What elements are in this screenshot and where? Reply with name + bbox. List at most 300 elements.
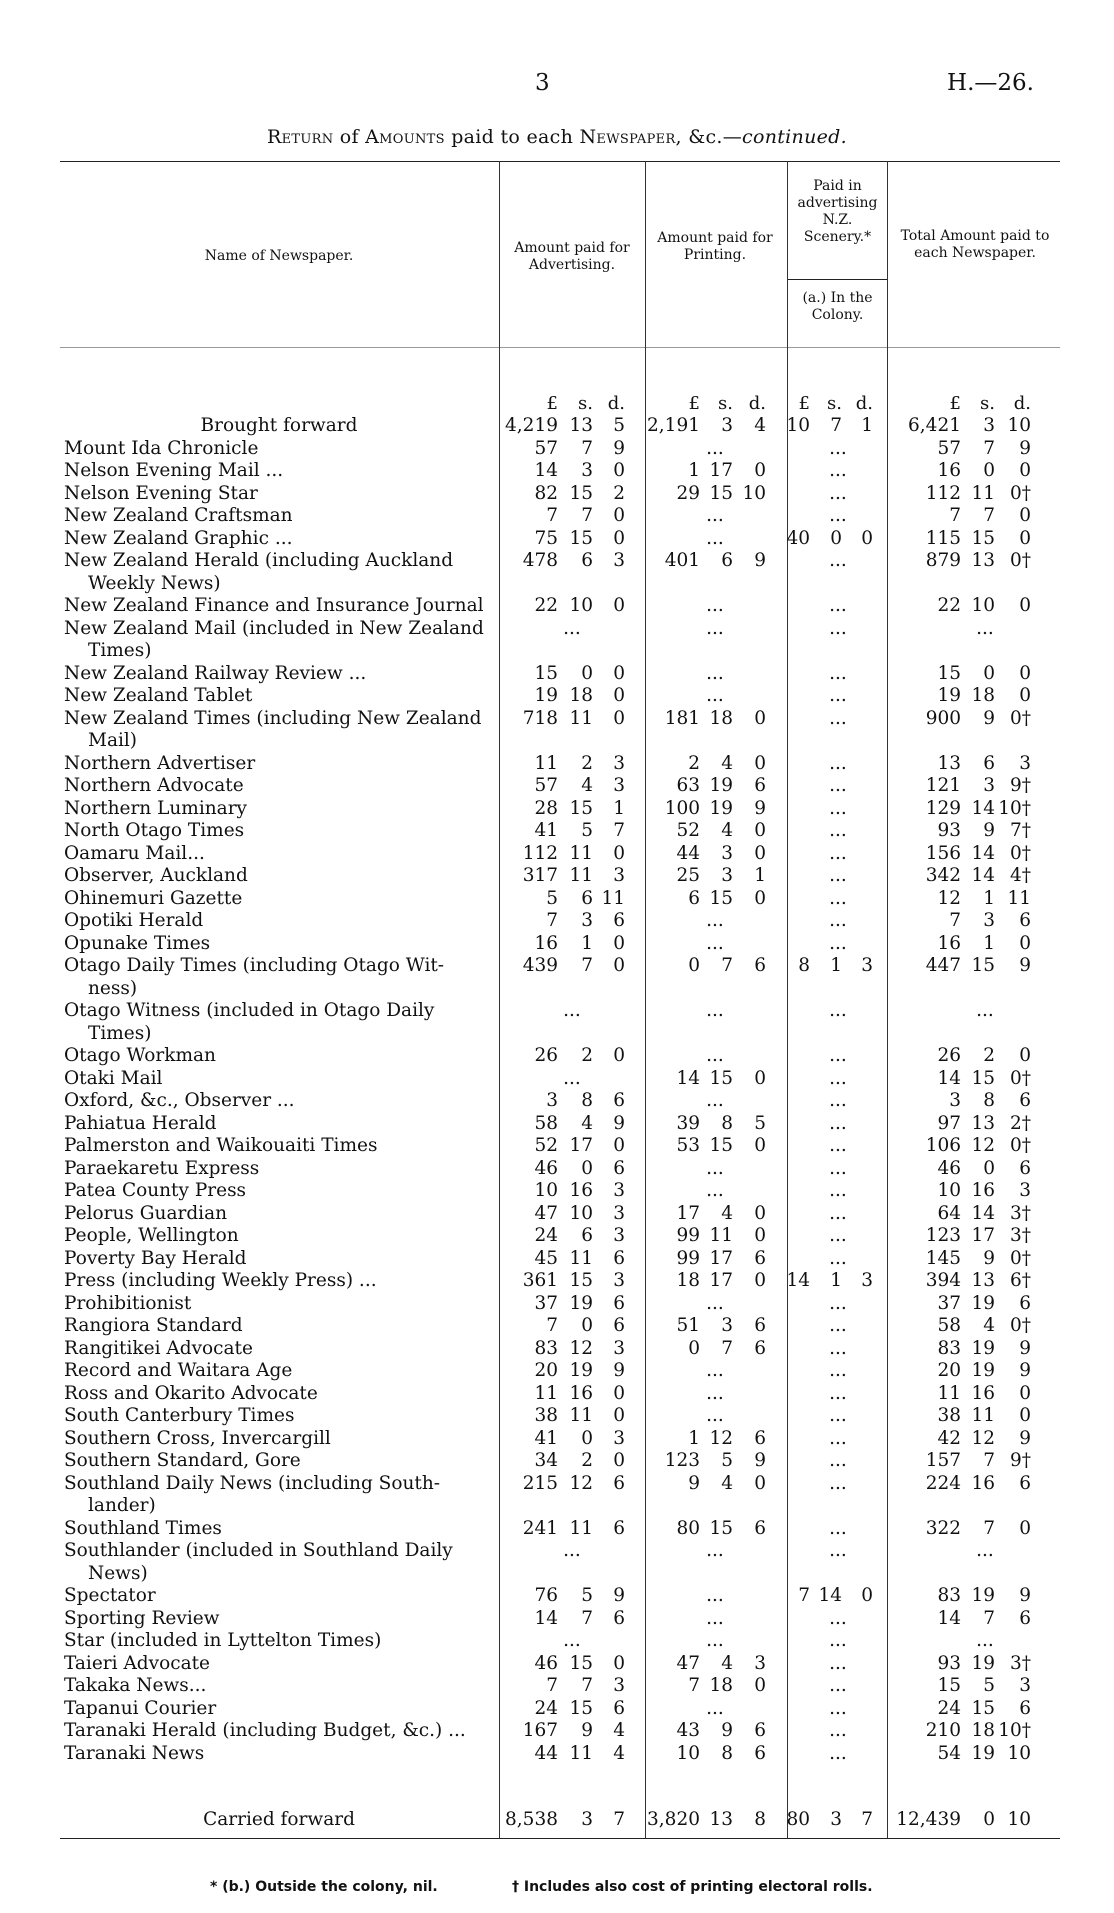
print-pence: 6 bbox=[754, 1517, 766, 1539]
adv-shillings: 2 bbox=[581, 752, 593, 774]
total-pounds: 12 bbox=[937, 887, 961, 909]
adv-shillings: 10 bbox=[569, 1202, 593, 1224]
table-row-continuation bbox=[0, 1023, 1114, 1045]
footnote-outside-colony: * (b.) Outside the colony, nil. bbox=[210, 1879, 438, 1895]
print-pounds: 17 bbox=[676, 1202, 700, 1224]
total-pounds: 26 bbox=[937, 1045, 961, 1066]
newspaper-name: Rangiora Standard bbox=[64, 1315, 243, 1336]
table-row bbox=[0, 1405, 1114, 1427]
adv-shillings: 3 bbox=[581, 910, 593, 931]
print-nil: ... bbox=[706, 437, 724, 459]
newspaper-name: ness) bbox=[88, 977, 138, 999]
print-pence: 0 bbox=[754, 1067, 766, 1089]
table-row bbox=[0, 1383, 1114, 1405]
print-pence: 5 bbox=[754, 1112, 766, 1134]
scen-nil: ... bbox=[829, 1067, 847, 1089]
header-scenery-sub: (a.) In the Colony. bbox=[802, 290, 873, 323]
total-pence: 9 bbox=[1019, 1585, 1031, 1606]
adv-shillings: 11 bbox=[569, 1517, 593, 1539]
adv-pounds: 11 bbox=[534, 752, 558, 774]
print-pence: 6 bbox=[754, 1742, 766, 1764]
newspaper-name: Northern Advertiser bbox=[64, 752, 256, 774]
total-pence: 10 bbox=[1007, 415, 1031, 436]
adv-shillings: 12 bbox=[569, 1472, 593, 1494]
total-pence: 6 bbox=[1019, 1472, 1031, 1494]
newspaper-name: Otago Daily Times (including Otago Wit- bbox=[64, 955, 445, 976]
adv-pounds: 11 bbox=[534, 1382, 558, 1404]
table-row bbox=[0, 1743, 1114, 1765]
print-shillings: 8 bbox=[721, 1112, 733, 1134]
total-shillings: 15 bbox=[971, 527, 995, 549]
print-pounds: 0 bbox=[688, 955, 700, 976]
table-row bbox=[0, 528, 1114, 550]
newspaper-name: Taranaki News bbox=[64, 1742, 205, 1764]
adv-shillings: 10 bbox=[569, 595, 593, 616]
print-nil: ... bbox=[706, 1405, 724, 1426]
adv-shillings: 11 bbox=[569, 865, 593, 886]
total-pence: 0† bbox=[1009, 1135, 1031, 1156]
total-shillings: 11 bbox=[971, 482, 995, 504]
scen-nil: ... bbox=[829, 865, 847, 886]
print-shillings: 15 bbox=[709, 887, 733, 909]
scen-nil: ... bbox=[829, 1157, 847, 1179]
table-row bbox=[0, 798, 1114, 820]
adv-pence: 0 bbox=[613, 707, 625, 729]
total-pence: 9† bbox=[1009, 775, 1031, 796]
total-pounds: 14 bbox=[937, 1067, 961, 1089]
total-shillings: 11 bbox=[971, 1405, 995, 1426]
table-row bbox=[0, 1518, 1114, 1540]
print-shillings: 7 bbox=[721, 1337, 733, 1359]
scen-nil: ... bbox=[829, 437, 847, 459]
print-pounds: 0 bbox=[688, 1337, 700, 1359]
print-pence: 4 bbox=[754, 415, 766, 436]
print-pounds: 2,191 bbox=[647, 415, 700, 436]
newspaper-name: North Otago Times bbox=[64, 820, 245, 841]
total-pounds: 83 bbox=[937, 1585, 961, 1606]
total-pounds: 157 bbox=[925, 1450, 961, 1471]
table-row bbox=[0, 1450, 1114, 1472]
table-row bbox=[0, 1630, 1114, 1652]
total-pence: 6 bbox=[1019, 1607, 1031, 1629]
adv-shillings: 11 bbox=[569, 842, 593, 864]
print-pence: 3 bbox=[754, 1652, 766, 1674]
total-pence: 6 bbox=[1019, 1697, 1031, 1719]
adv-nil: ... bbox=[563, 617, 581, 639]
adv-nil: ... bbox=[563, 1630, 581, 1651]
header-bottom-rule bbox=[60, 347, 1060, 348]
table-row bbox=[0, 460, 1114, 482]
total-pence: 10† bbox=[998, 797, 1031, 819]
total-pence: 0† bbox=[1009, 550, 1031, 571]
total-pence: 0† bbox=[1009, 1315, 1031, 1336]
print-pounds: 401 bbox=[664, 550, 700, 571]
total-pounds: 900 bbox=[925, 707, 961, 729]
table-row-continuation bbox=[0, 573, 1114, 595]
newspaper-name: Palmerston and Waikouaiti Times bbox=[64, 1135, 378, 1156]
newspaper-name: News) bbox=[88, 1562, 148, 1584]
print-shillings: 7 bbox=[721, 955, 733, 976]
scen-nil: ... bbox=[829, 1697, 847, 1719]
print-shillings: 8 bbox=[721, 1742, 733, 1764]
total-pounds: 20 bbox=[937, 1360, 961, 1381]
unit-adv-pound: £ bbox=[546, 393, 558, 414]
scen-nil: ... bbox=[829, 1382, 847, 1404]
table-row bbox=[0, 1698, 1114, 1720]
scen-pence: 3 bbox=[861, 1270, 873, 1291]
total-shillings: 4 bbox=[983, 1315, 995, 1336]
adv-shillings: 15 bbox=[569, 1652, 593, 1674]
print-pence: 8 bbox=[754, 1809, 766, 1830]
table-row-continuation bbox=[0, 978, 1114, 1000]
newspaper-name: Times) bbox=[88, 640, 152, 661]
total-pounds: 46 bbox=[937, 1157, 961, 1179]
adv-pence: 0 bbox=[613, 662, 625, 684]
adv-pence: 2 bbox=[613, 482, 625, 504]
total-nil: ... bbox=[976, 617, 994, 639]
print-shillings: 4 bbox=[721, 1472, 733, 1494]
print-shillings: 3 bbox=[721, 1315, 733, 1336]
table-row bbox=[0, 1225, 1114, 1247]
table-row bbox=[0, 1360, 1114, 1382]
print-nil: ... bbox=[706, 685, 724, 706]
adv-pounds: 47 bbox=[534, 1202, 558, 1224]
adv-pence: 0 bbox=[613, 932, 625, 954]
table-row bbox=[0, 505, 1114, 527]
print-shillings: 9 bbox=[721, 1720, 733, 1741]
total-pence: 11 bbox=[1007, 887, 1031, 909]
total-pounds: 14 bbox=[937, 1607, 961, 1629]
print-pence: 0 bbox=[754, 1202, 766, 1224]
adv-pounds: 57 bbox=[534, 437, 558, 459]
print-shillings: 3 bbox=[721, 415, 733, 436]
adv-pence: 6 bbox=[613, 1090, 625, 1111]
brought-forward-row bbox=[0, 415, 1114, 437]
newspaper-name: Pelorus Guardian bbox=[64, 1202, 228, 1224]
carried-forward-row bbox=[0, 1809, 1114, 1831]
print-pence: 6 bbox=[754, 1315, 766, 1336]
print-pounds: 2 bbox=[688, 752, 700, 774]
scen-pence: 0 bbox=[861, 1585, 873, 1606]
table-row bbox=[0, 1000, 1114, 1022]
print-nil: ... bbox=[706, 1157, 724, 1179]
print-pounds: 44 bbox=[676, 842, 700, 864]
table-row-continuation bbox=[0, 1495, 1114, 1517]
scen-pounds: 14 bbox=[786, 1270, 810, 1291]
adv-shillings: 2 bbox=[581, 1045, 593, 1066]
total-pence: 6 bbox=[1019, 1157, 1031, 1179]
total-shillings: 12 bbox=[971, 1135, 995, 1156]
total-shillings: 19 bbox=[971, 1292, 995, 1314]
unit-total-pound: £ bbox=[949, 393, 961, 414]
adv-pence: 0 bbox=[613, 1652, 625, 1674]
scen-nil: ... bbox=[829, 1360, 847, 1381]
total-shillings: 14 bbox=[971, 842, 995, 864]
header-advertising: Amount paid for Advertising. bbox=[514, 240, 630, 273]
total-shillings: 0 bbox=[983, 460, 995, 481]
scen-nil: ... bbox=[829, 797, 847, 819]
adv-shillings: 11 bbox=[569, 1742, 593, 1764]
total-nil: ... bbox=[976, 1630, 994, 1651]
print-pounds: 1 bbox=[688, 460, 700, 481]
total-shillings: 1 bbox=[983, 932, 995, 954]
print-pence: 6 bbox=[754, 775, 766, 796]
adv-pounds: 57 bbox=[534, 775, 558, 796]
adv-pence: 3 bbox=[613, 1675, 625, 1696]
total-pence: 9 bbox=[1019, 955, 1031, 976]
table-row bbox=[0, 1315, 1114, 1337]
scen-nil: ... bbox=[829, 595, 847, 616]
adv-pence: 3 bbox=[613, 1270, 625, 1291]
table-row bbox=[0, 550, 1114, 572]
print-pounds: 1 bbox=[688, 1427, 700, 1449]
adv-shillings: 19 bbox=[569, 1360, 593, 1381]
adv-shillings: 8 bbox=[581, 1090, 593, 1111]
adv-shillings: 6 bbox=[581, 1225, 593, 1246]
adv-shillings: 11 bbox=[569, 707, 593, 729]
total-nil: ... bbox=[976, 1000, 994, 1021]
total-pounds: 83 bbox=[937, 1337, 961, 1359]
adv-pounds: 20 bbox=[534, 1360, 558, 1381]
total-pounds: 322 bbox=[925, 1517, 961, 1539]
newspaper-name: Ross and Okarito Advocate bbox=[64, 1382, 318, 1404]
print-nil: ... bbox=[706, 595, 724, 616]
newspaper-name: New Zealand Times (including New Zealand bbox=[64, 707, 482, 729]
adv-pence: 3 bbox=[613, 865, 625, 886]
total-shillings: 16 bbox=[971, 1382, 995, 1404]
adv-pounds: 24 bbox=[534, 1225, 558, 1246]
adv-pence: 0 bbox=[613, 1405, 625, 1426]
total-shillings: 7 bbox=[983, 505, 995, 526]
scen-nil: ... bbox=[829, 1742, 847, 1764]
newspaper-name: Southland Daily News (including South- bbox=[64, 1472, 440, 1494]
print-nil: ... bbox=[706, 1045, 724, 1066]
print-pence: 0 bbox=[754, 842, 766, 864]
adv-pence: 0 bbox=[613, 1382, 625, 1404]
caption-paid: paid to each bbox=[444, 126, 580, 148]
scen-nil: ... bbox=[829, 1652, 847, 1674]
total-pence: 3 bbox=[1019, 1180, 1031, 1201]
scen-pence: 3 bbox=[861, 955, 873, 976]
print-shillings: 13 bbox=[709, 1809, 733, 1830]
header-total: Total Amount paid to each Newspaper. bbox=[900, 228, 1050, 261]
scen-nil: ... bbox=[829, 1112, 847, 1134]
caption-of: of bbox=[333, 126, 366, 148]
print-pounds: 7 bbox=[688, 1675, 700, 1696]
total-shillings: 7 bbox=[983, 437, 995, 459]
total-pence: 0† bbox=[1009, 842, 1031, 864]
print-nil: ... bbox=[706, 1697, 724, 1719]
newspaper-name: Southlander (included in Southland Daily bbox=[64, 1540, 453, 1561]
total-pence: 6† bbox=[1009, 1270, 1031, 1291]
scen-pence: 0 bbox=[861, 527, 873, 549]
adv-pounds: 7 bbox=[546, 1315, 558, 1336]
scen-pence: 1 bbox=[861, 415, 873, 436]
print-shillings: 3 bbox=[721, 842, 733, 864]
caption-newspaper: Newspaper bbox=[579, 126, 676, 148]
print-nil: ... bbox=[706, 910, 724, 931]
adv-shillings: 5 bbox=[581, 1585, 593, 1606]
total-pounds: 38 bbox=[937, 1405, 961, 1426]
scen-nil: ... bbox=[829, 550, 847, 571]
table-row bbox=[0, 1090, 1114, 1112]
scen-nil: ... bbox=[829, 842, 847, 864]
adv-pence: 0 bbox=[613, 955, 625, 976]
scen-shillings: 0 bbox=[830, 527, 842, 549]
total-pounds: 210 bbox=[925, 1720, 961, 1741]
adv-pounds: 8,538 bbox=[505, 1809, 558, 1830]
adv-pounds: 76 bbox=[534, 1585, 558, 1606]
scen-pounds: 7 bbox=[798, 1585, 810, 1606]
adv-pence: 7 bbox=[613, 1809, 625, 1830]
total-pounds: 93 bbox=[937, 1652, 961, 1674]
scen-nil: ... bbox=[829, 617, 847, 639]
print-pence: 6 bbox=[754, 1720, 766, 1741]
adv-shillings: 7 bbox=[581, 955, 593, 976]
total-pounds: 57 bbox=[937, 437, 961, 459]
adv-pence: 0 bbox=[613, 595, 625, 616]
total-pounds: 54 bbox=[937, 1742, 961, 1764]
footnote-electoral-rolls: † Includes also cost of printing electoral rolls. bbox=[512, 1879, 873, 1895]
adv-pounds: 22 bbox=[534, 595, 558, 616]
print-pounds: 99 bbox=[676, 1247, 700, 1269]
adv-pounds: 38 bbox=[534, 1405, 558, 1426]
table-row bbox=[0, 1428, 1114, 1450]
newspaper-name: Northern Advocate bbox=[64, 775, 244, 796]
scen-nil: ... bbox=[829, 910, 847, 931]
adv-shillings: 5 bbox=[581, 820, 593, 841]
newspaper-name: Prohibitionist bbox=[64, 1292, 192, 1314]
adv-pence: 0 bbox=[613, 1135, 625, 1156]
adv-pounds: 46 bbox=[534, 1157, 558, 1179]
table-row bbox=[0, 775, 1114, 797]
adv-pence: 3 bbox=[613, 1427, 625, 1449]
table-row-continuation bbox=[0, 640, 1114, 662]
scen-nil: ... bbox=[829, 685, 847, 706]
newspaper-name: Oamaru Mail... bbox=[64, 842, 205, 864]
print-pounds: 25 bbox=[676, 865, 700, 886]
scen-nil: ... bbox=[829, 1045, 847, 1066]
caption-amounts: Amounts bbox=[365, 126, 445, 148]
adv-shillings: 7 bbox=[581, 505, 593, 526]
scen-nil: ... bbox=[829, 505, 847, 526]
adv-pounds: 439 bbox=[522, 955, 558, 976]
scen-nil: ... bbox=[829, 1607, 847, 1629]
total-pounds: 10 bbox=[937, 1180, 961, 1201]
scen-nil: ... bbox=[829, 1517, 847, 1539]
adv-pence: 3 bbox=[613, 1337, 625, 1359]
adv-pounds: 167 bbox=[522, 1720, 558, 1741]
adv-shillings: 0 bbox=[581, 662, 593, 684]
total-shillings: 9 bbox=[983, 707, 995, 729]
print-pounds: 123 bbox=[664, 1450, 700, 1471]
adv-shillings: 4 bbox=[581, 1112, 593, 1134]
adv-pence: 6 bbox=[613, 1472, 625, 1494]
print-shillings: 18 bbox=[709, 1675, 733, 1696]
scen-nil: ... bbox=[829, 1472, 847, 1494]
newspaper-name: Takaka News... bbox=[64, 1675, 207, 1696]
scen-nil: ... bbox=[829, 1247, 847, 1269]
adv-pence: 3 bbox=[613, 775, 625, 796]
adv-pounds: 7 bbox=[546, 1675, 558, 1696]
total-pence: 0 bbox=[1019, 527, 1031, 549]
print-pence: 0 bbox=[754, 1675, 766, 1696]
total-pounds: 123 bbox=[925, 1225, 961, 1246]
scen-nil: ... bbox=[829, 1720, 847, 1741]
print-pounds: 47 bbox=[676, 1652, 700, 1674]
total-pence: 10 bbox=[1007, 1742, 1031, 1764]
print-shillings: 15 bbox=[709, 1067, 733, 1089]
total-pence: 2† bbox=[1009, 1112, 1031, 1134]
adv-pounds: 5 bbox=[546, 887, 558, 909]
scen-nil: ... bbox=[829, 460, 847, 481]
newspaper-name: Nelson Evening Mail ... bbox=[64, 460, 284, 481]
adv-pounds: 37 bbox=[534, 1292, 558, 1314]
total-shillings: 2 bbox=[983, 1045, 995, 1066]
adv-pounds: 14 bbox=[534, 1607, 558, 1629]
adv-shillings: 0 bbox=[581, 1427, 593, 1449]
adv-pence: 6 bbox=[613, 910, 625, 931]
table-row bbox=[0, 595, 1114, 617]
scen-nil: ... bbox=[829, 820, 847, 841]
total-shillings: 17 bbox=[971, 1225, 995, 1246]
newspaper-name: Oxford, &c., Observer ... bbox=[64, 1090, 295, 1111]
print-pence: 6 bbox=[754, 1247, 766, 1269]
adv-pence: 6 bbox=[613, 1292, 625, 1314]
newspaper-name: Opunake Times bbox=[64, 932, 211, 954]
total-pounds: 447 bbox=[925, 955, 961, 976]
newspaper-name: Taieri Advocate bbox=[64, 1652, 211, 1674]
adv-pounds: 4,219 bbox=[505, 415, 558, 436]
table-row bbox=[0, 1338, 1114, 1360]
total-shillings: 0 bbox=[983, 662, 995, 684]
total-pounds: 64 bbox=[937, 1202, 961, 1224]
print-pence: 9 bbox=[754, 550, 766, 571]
print-pounds: 100 bbox=[664, 797, 700, 819]
print-pence: 0 bbox=[754, 820, 766, 841]
table-row bbox=[0, 1293, 1114, 1315]
adv-pounds: 241 bbox=[522, 1517, 558, 1539]
total-pence: 9 bbox=[1019, 1427, 1031, 1449]
total-shillings: 18 bbox=[971, 685, 995, 706]
adv-pence: 6 bbox=[613, 1517, 625, 1539]
newspaper-name: Spectator bbox=[64, 1585, 156, 1606]
total-pounds: 224 bbox=[925, 1472, 961, 1494]
print-pounds: 181 bbox=[664, 707, 700, 729]
newspaper-name: New Zealand Railway Review ... bbox=[64, 662, 367, 684]
adv-shillings: 6 bbox=[581, 887, 593, 909]
table-row bbox=[0, 1473, 1114, 1495]
adv-shillings: 13 bbox=[569, 415, 593, 436]
total-pence: 0† bbox=[1009, 482, 1031, 504]
table-row bbox=[0, 910, 1114, 932]
newspaper-name: Observer, Auckland bbox=[64, 865, 248, 886]
total-shillings: 13 bbox=[971, 550, 995, 571]
total-pounds: 19 bbox=[937, 685, 961, 706]
adv-nil: ... bbox=[563, 1067, 581, 1089]
total-shillings: 13 bbox=[971, 1270, 995, 1291]
print-pounds: 29 bbox=[676, 482, 700, 504]
print-pounds: 39 bbox=[676, 1112, 700, 1134]
unit-scen-shilling: s. bbox=[827, 393, 842, 414]
total-shillings: 7 bbox=[983, 1607, 995, 1629]
adv-pence: 0 bbox=[613, 685, 625, 706]
print-shillings: 17 bbox=[709, 460, 733, 481]
scen-nil: ... bbox=[829, 1090, 847, 1111]
adv-pounds: 34 bbox=[534, 1450, 558, 1471]
unit-adv-shilling: s. bbox=[578, 393, 593, 414]
adv-pounds: 58 bbox=[534, 1112, 558, 1134]
